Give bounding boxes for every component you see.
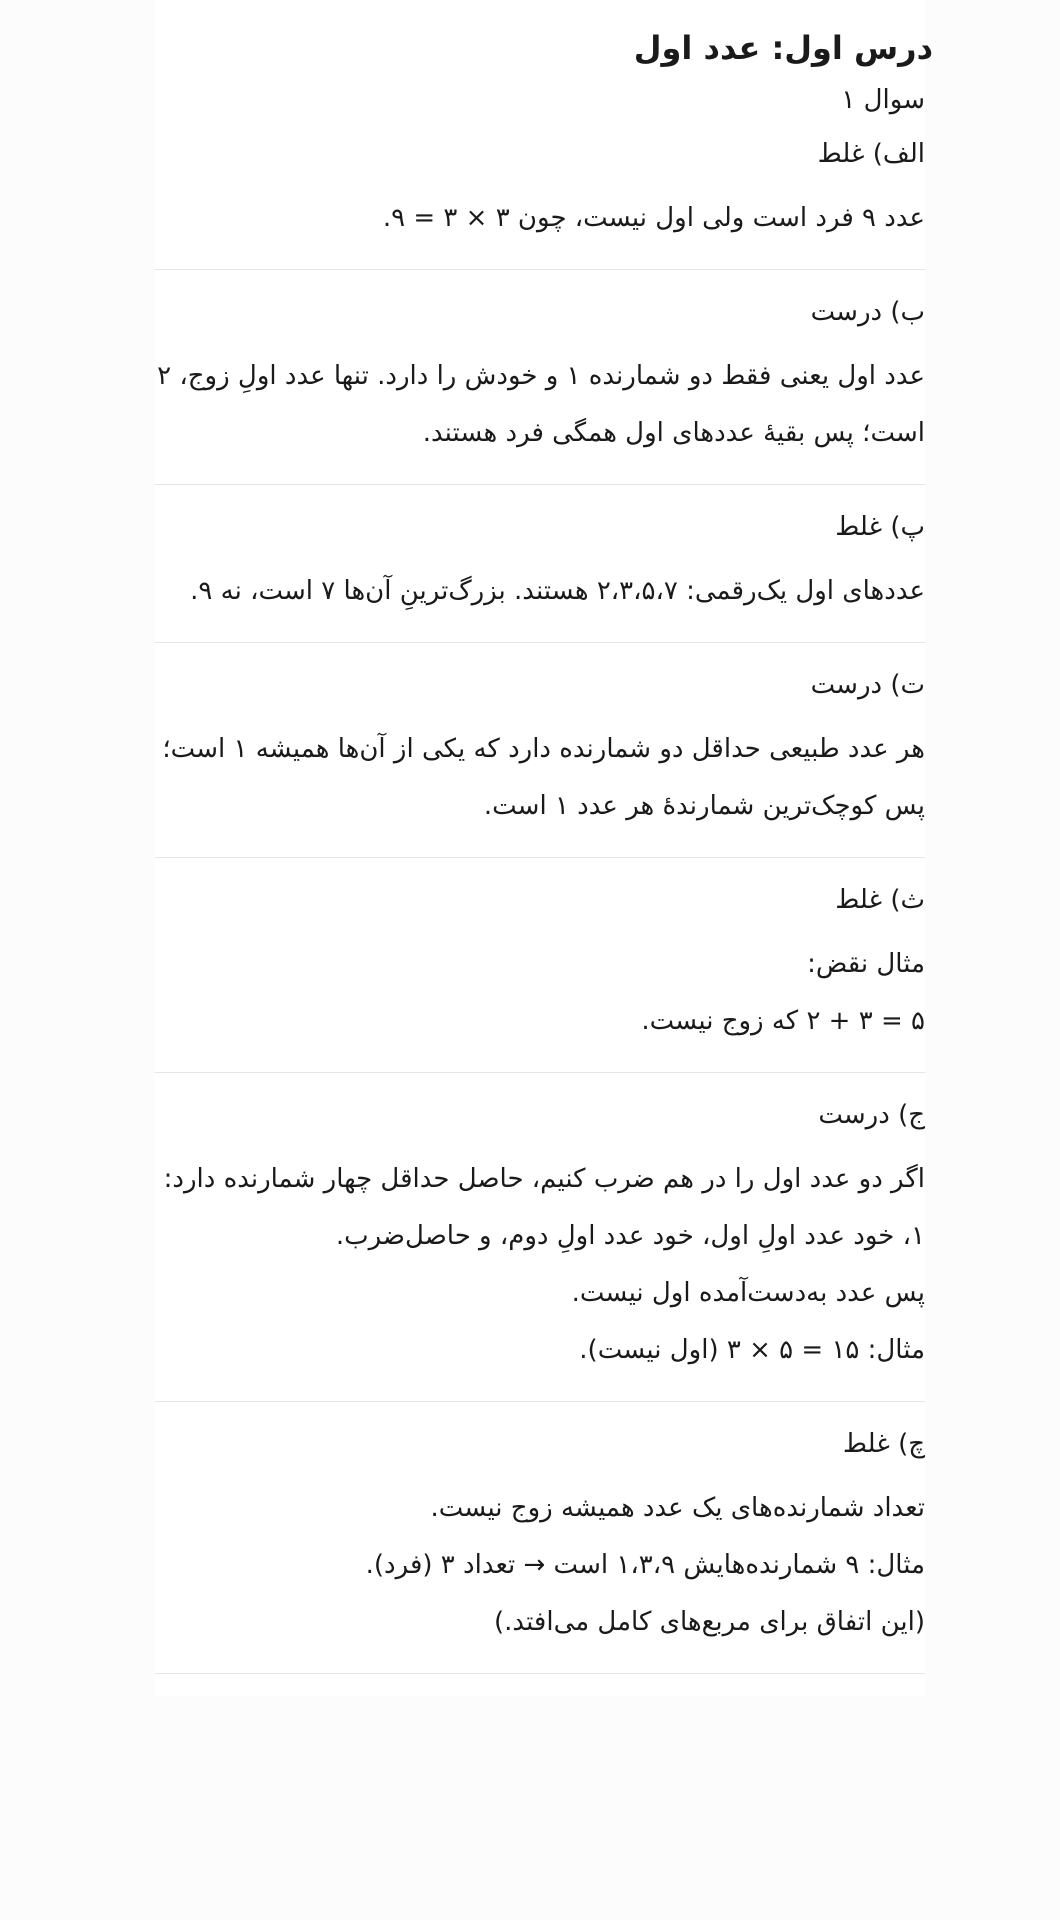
answer-item-se — [155, 880, 925, 1073]
question-label: سوال ۱ — [841, 85, 925, 115]
answer-verdict: ب) درست — [810, 297, 925, 327]
answer-explanation: مثال: ۹ شمارنده‌هایش ۱،۳،۹ است → تعداد ۳ (فرد). — [365, 1550, 925, 1580]
answer-explanation: تعداد شمارنده‌های یک عدد همیشه زوج نیست. — [430, 1493, 925, 1523]
answer-verdict: ت) درست — [810, 670, 925, 700]
answer-item-be — [155, 292, 925, 485]
answer-explanation: عدد اول یعنی فقط دو شمارنده ۱ و خودش را دارد. تنها عدد اولِ زوج، ۲ است؛ پس بقیهٔ عددهای اول همگی فرد هستند. — [157, 361, 925, 448]
answer-item-alef — [155, 134, 925, 270]
answer-explanation: مثال: ۱۵ = ۵ × ۳ (اول نیست). — [579, 1335, 925, 1365]
answer-explanation: عدد ۹ فرد است ولی اول نیست، چون ۳ × ۳ = ۹. — [382, 203, 925, 233]
answer-item-te — [155, 665, 925, 858]
answer-verdict: پ) غلط — [835, 512, 925, 542]
answer-explanation: هر عدد طبیعی حداقل دو شمارنده دارد که یکی از آن‌ها همیشه ۱ است؛ پس کوچک‌ترین شمارندهٔ هر عدد ۱ است. — [162, 734, 925, 821]
answer-explanation: ۱، خود عدد اولِ اول، خود عدد اولِ دوم، و حاصل‌ضرب. — [335, 1221, 925, 1251]
lesson-content — [155, 0, 933, 1696]
answer-item-jim — [155, 1095, 925, 1402]
answer-explanation: عددهای اول یک‌رقمی: ۲،۳،۵،۷ هستند. بزرگ‌ترینِ آن‌ها ۷ است، نه ۹. — [190, 576, 925, 606]
answer-verdict: الف) غلط — [817, 139, 925, 169]
answer-item-pe — [155, 507, 925, 643]
answer-item-che — [155, 1424, 925, 1674]
lesson-title: درس اول: عدد اول — [633, 29, 933, 67]
answer-verdict: ج) درست — [818, 1100, 925, 1130]
answer-explanation: مثال نقض: — [807, 949, 925, 979]
answer-verdict: ث) غلط — [835, 885, 925, 915]
answer-explanation: پس عدد به‌دست‌آمده اول نیست. — [571, 1278, 925, 1308]
answer-verdict: چ) غلط — [842, 1429, 925, 1459]
answer-explanation: ۵ = ۳ + ۲ که زوج نیست. — [641, 1006, 925, 1036]
answer-explanation: اگر دو عدد اول را در هم ضرب کنیم، حاصل حداقل چهار شمارنده دارد: — [163, 1164, 925, 1194]
answer-explanation: (این اتفاق برای مربع‌های کامل می‌افتد.) — [494, 1607, 925, 1637]
